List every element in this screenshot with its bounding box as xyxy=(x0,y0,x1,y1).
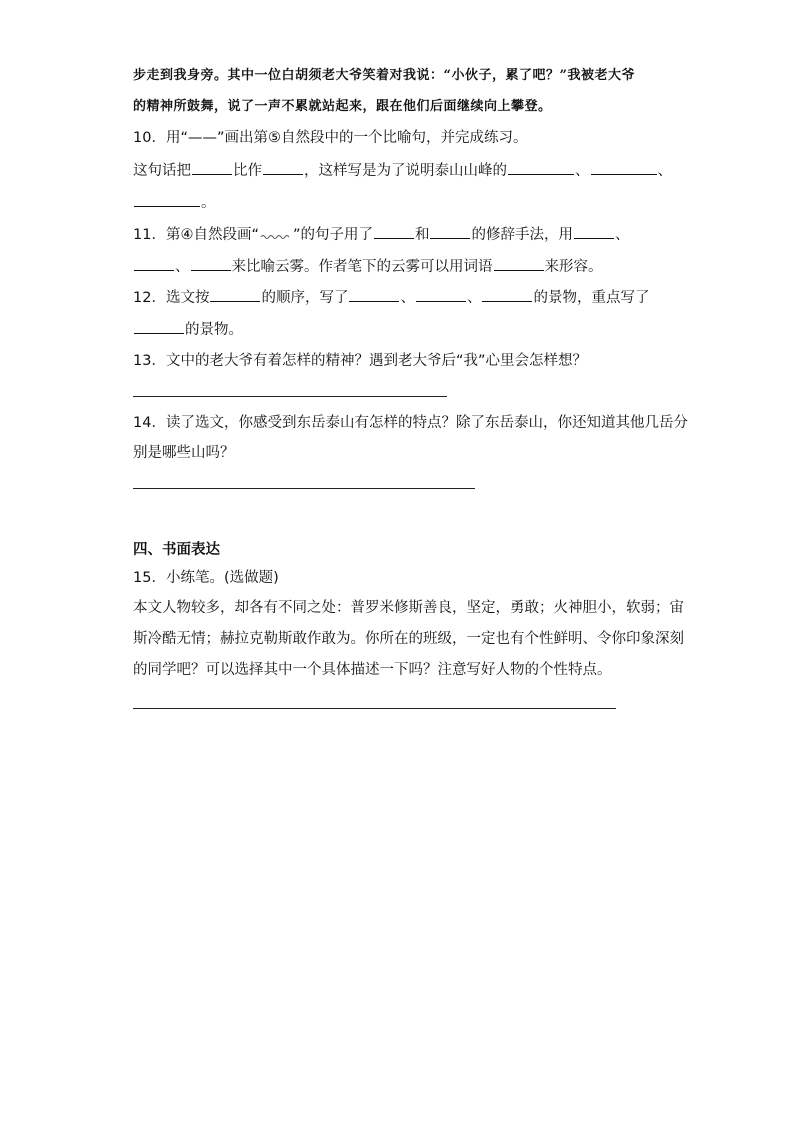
question-12-text: 、 xyxy=(400,290,415,306)
question-11-fill-line xyxy=(133,256,603,277)
question-10-fill-line-1 xyxy=(133,160,672,181)
passage-line-2: 的精神所鼓舞，说了一声不累就站起来，跟在他们后面继续向上攀登。 xyxy=(133,99,552,114)
answer-blank[interactable] xyxy=(574,224,614,239)
question-12-fill-line xyxy=(133,319,243,340)
question-12-text: 、 xyxy=(466,290,482,306)
answer-blank[interactable] xyxy=(416,287,466,302)
answer-blank[interactable] xyxy=(349,287,399,302)
answer-blank[interactable] xyxy=(430,224,470,239)
answer-blank[interactable] xyxy=(134,319,184,334)
question-12-text: 的景物。 xyxy=(185,322,243,338)
question-10-text: 。 xyxy=(201,195,216,211)
answer-blank[interactable] xyxy=(192,160,232,175)
question-11-text: 和 xyxy=(414,227,430,243)
question-10-text: 、 xyxy=(657,163,672,179)
passage-line-1: 步走到我身旁。其中一位白胡须老大爷笑着对我说：“小伙子，累了吧？”我被老大爷 xyxy=(133,68,635,83)
question-10-text: 、 xyxy=(575,163,590,179)
answer-line[interactable] xyxy=(133,396,447,397)
question-11-text: ”的句子用了 xyxy=(292,227,373,243)
question-11-text: 、 xyxy=(175,259,190,275)
question-13: 13．文中的老大爷有着怎样的精神？遇到老大爷后“我”心里会怎样想？ xyxy=(133,353,587,369)
section-title: 四、书面表达 xyxy=(133,542,220,558)
answer-blank[interactable] xyxy=(134,256,174,271)
question-10 xyxy=(133,128,527,148)
question-10-text: 比作 xyxy=(233,163,262,179)
question-11-text: 来形容。 xyxy=(544,259,603,275)
answer-blank[interactable] xyxy=(482,287,532,302)
question-15-line-1: 本文人物较多，却各有不同之处：普罗米修斯善良，坚定，勇敢；火神胆小，软弱；宙 xyxy=(133,600,684,616)
answer-blank[interactable] xyxy=(374,224,414,239)
question-10-fill-line-2 xyxy=(133,192,216,213)
answer-blank[interactable] xyxy=(191,256,231,271)
question-15-line-3: 的同学吧？可以选择其中一个具体描述一下吗？注意写好人物的个性特点。 xyxy=(133,662,612,678)
question-10-text: ，这样写是为了说明泰山山峰的 xyxy=(304,163,507,179)
question-11-text: 的修辞手法，用 xyxy=(471,227,573,243)
question-15-title: 15．小练笔。(选做题) xyxy=(133,570,279,586)
question-12-text: 的景物，重点写了 xyxy=(533,290,650,306)
question-11 xyxy=(133,224,629,245)
question-11-text: 11．第④自然段画“ xyxy=(133,227,259,243)
answer-blank[interactable] xyxy=(134,192,200,207)
wavy-underline-icon xyxy=(259,225,293,239)
question-12 xyxy=(133,287,649,308)
question-11-text: 、 xyxy=(614,227,630,243)
question-10-text: 这句话把 xyxy=(133,163,191,179)
answer-blank[interactable] xyxy=(494,256,544,271)
question-10-text-b: ”画出第⑤自然段中的一个比喻句，并完成练习。 xyxy=(216,130,528,146)
answer-blank[interactable] xyxy=(591,160,657,175)
answer-blank[interactable] xyxy=(508,160,574,175)
answer-line[interactable] xyxy=(133,708,616,709)
answer-blank[interactable] xyxy=(263,160,303,175)
question-14-line-2: 别是哪些山吗？ xyxy=(133,445,235,461)
answer-blank[interactable] xyxy=(210,287,260,302)
answer-line[interactable] xyxy=(133,488,475,489)
underline-mark: —— xyxy=(187,130,217,146)
question-12-text: 的顺序，写了 xyxy=(261,290,349,306)
question-10-text-a: 10．用“ xyxy=(133,130,188,146)
question-14-line-1: 14．读了选文，你感受到东岳泰山有怎样的特点？除了东岳泰山，你还知道其他几岳分 xyxy=(133,415,688,431)
question-12-text: 12．选文按 xyxy=(133,290,210,306)
question-11-text: 来比喻云雾。作者笔下的云雾可以用词语 xyxy=(231,259,493,275)
question-15-line-2: 斯冷酷无情；赫拉克勒斯敢作敢为。你所在的班级，一定也有个性鲜明、令你印象深刻 xyxy=(133,631,684,647)
